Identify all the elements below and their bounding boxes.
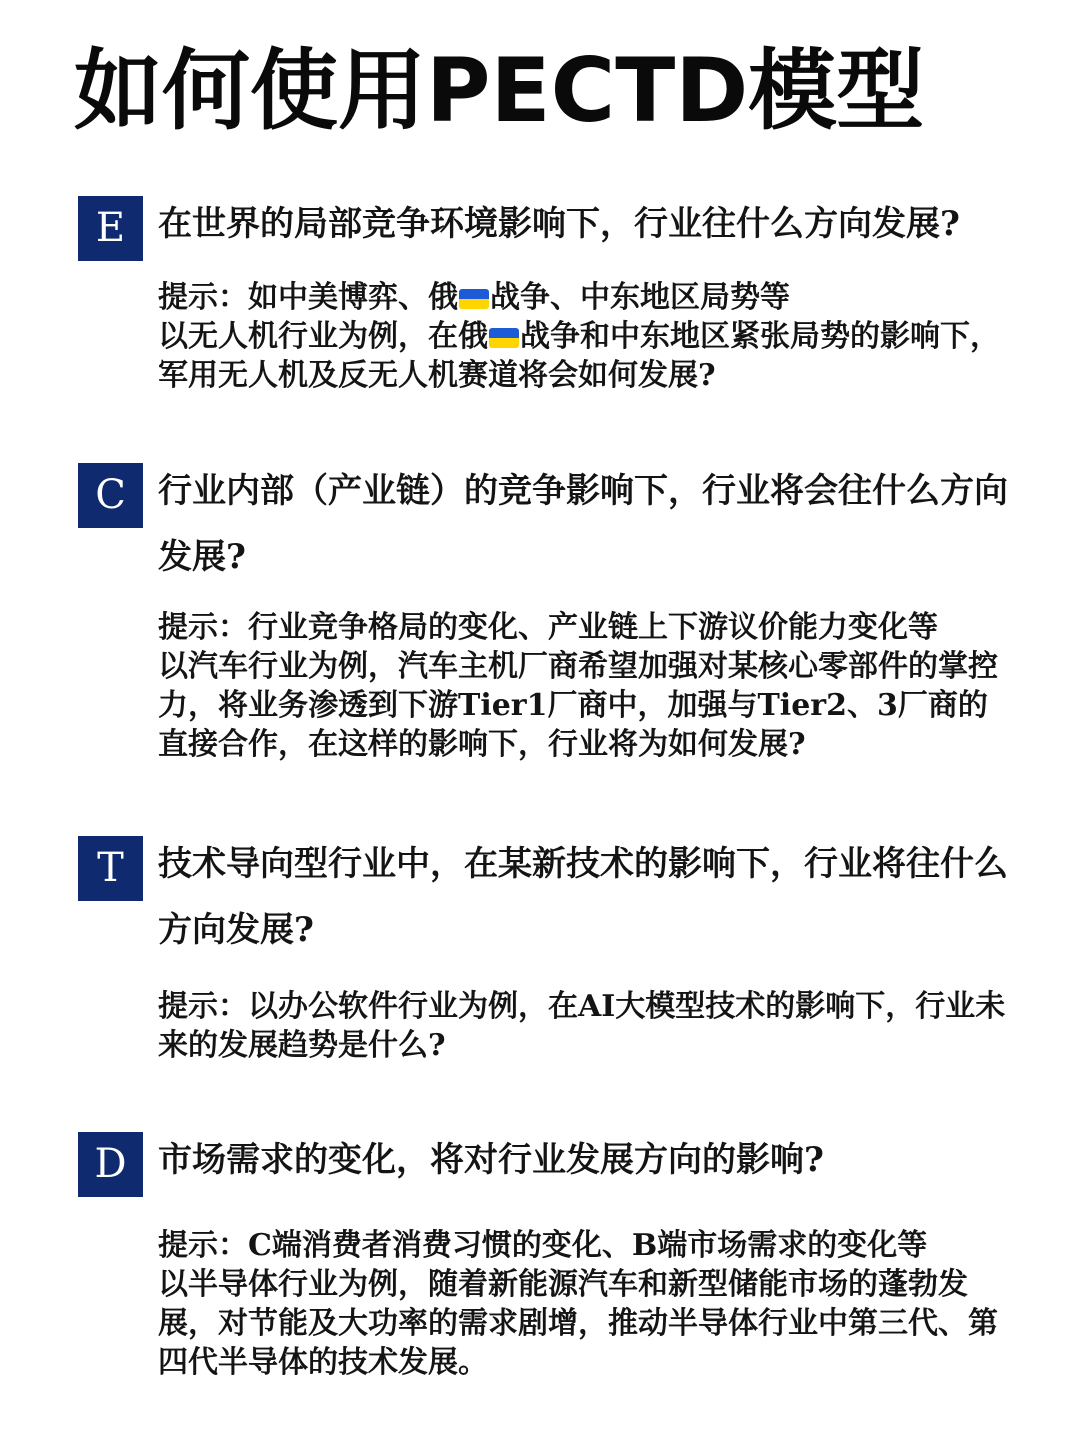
section-hint (158, 608, 1008, 764)
hint-text: 战争和中东地区紧张局势的影响下，军用无人机及反无人机赛道将会如何发展? (158, 319, 1000, 393)
section-hint (158, 1226, 1008, 1382)
section-letter-badge: C (78, 463, 143, 528)
ukraine-flag-icon (489, 328, 519, 348)
hint-line: 以汽车行业为例，汽车主机厂商希望加强对某核心零部件的掌控力，将业务渗透到下游Tier1厂商中，加强与Tier2、3厂商的直接合作，在这样的影响下，行业将为如何发展? (158, 649, 998, 762)
hint-line: 以半导体行业为例，随着新能源汽车和新型储能市场的蓬勃发展，对节能及大功率的需求剧增，推动半导体行业中第三代、第四代半导体的技术发展。 (158, 1267, 998, 1380)
section-hint (158, 278, 1008, 395)
hint-text: 以无人机行业为例，在俄 (158, 319, 488, 354)
section-letter-badge: T (78, 836, 143, 901)
hint-line (158, 317, 1008, 395)
section-question: 市场需求的变化，将对行业发展方向的影响? (158, 1140, 824, 1180)
ukraine-flag-icon (459, 289, 489, 309)
page-title: 如何使用PECTD模型 (74, 39, 925, 142)
hint-line (158, 278, 1008, 317)
hint-text: 战争、中东地区局势等 (490, 280, 790, 315)
hint-line: 提示：行业竞争格局的变化、产业链上下游议价能力变化等 (158, 610, 938, 645)
section-question: 技术导向型行业中，在某新技术的影响下，行业将往什么方向发展? (158, 844, 1008, 950)
hint-line: 提示：C端消费者消费习惯的变化、B端市场需求的变化等 (158, 1228, 928, 1263)
hint-text: 提示：如中美博弈、俄 (158, 280, 458, 315)
hint-line: 提示：以办公软件行业为例，在AI大模型技术的影响下，行业未来的发展趋势是什么? (158, 989, 1006, 1063)
section-letter-badge: E (78, 196, 143, 261)
section-letter-badge: D (78, 1132, 143, 1197)
section-hint (158, 987, 1008, 1065)
section-question: 在世界的局部竞争环境影响下，行业往什么方向发展? (158, 204, 960, 244)
section-question: 行业内部（产业链）的竞争影响下，行业将会往什么方向发展? (158, 471, 1008, 577)
